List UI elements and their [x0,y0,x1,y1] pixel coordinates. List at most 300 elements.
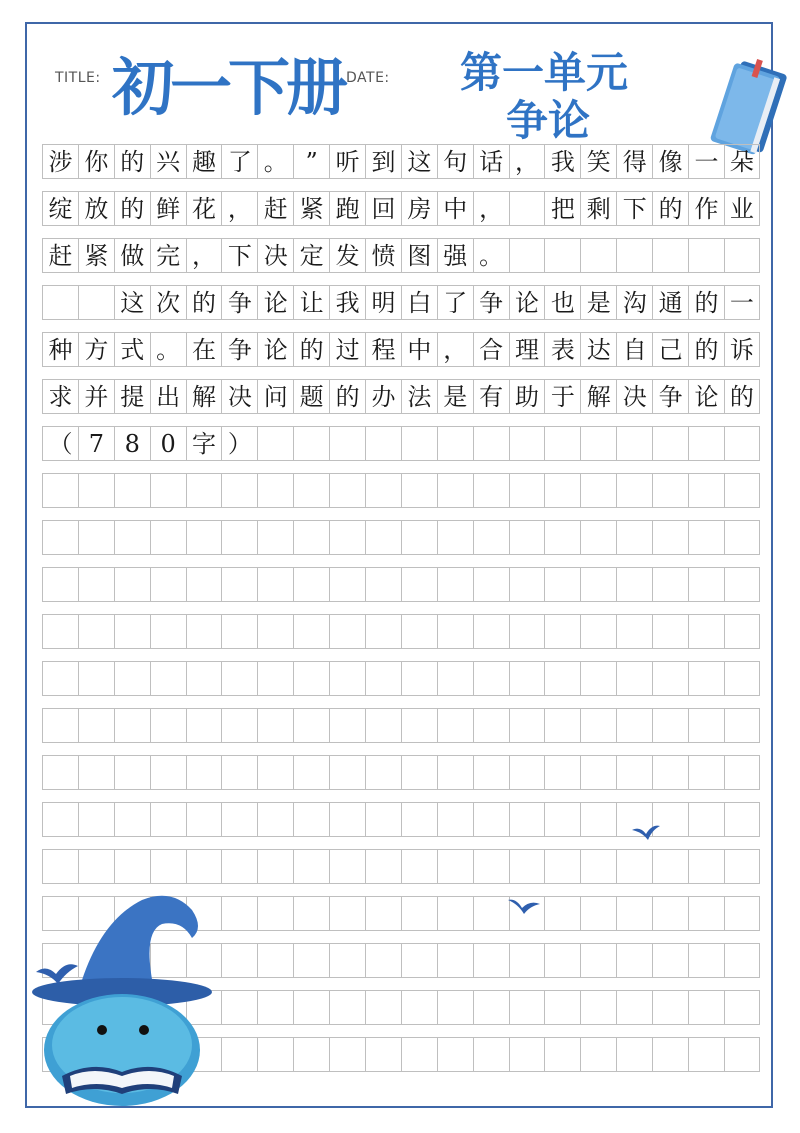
grid-cell: 的 [114,145,150,178]
grid-cell [688,662,724,695]
grid-cell [221,897,257,930]
grid-cell [329,897,365,930]
grid-row [42,191,760,226]
grid-cell [293,991,329,1024]
grid-cell [544,991,580,1024]
grid-cell [652,521,688,554]
grid-cell [688,709,724,742]
grid-cell: 下 [221,239,257,272]
grid-cell [114,756,150,789]
grid-cell [544,944,580,977]
grid-cell [616,615,652,648]
grid-cell [616,944,652,977]
grid-cell [688,474,724,507]
grid-cell [652,615,688,648]
unit-heading: 第一单元 [460,48,629,97]
grid-cell: 把 [544,192,580,225]
grid-cell: 合 [473,333,509,366]
grid-cell [580,474,616,507]
grid-cell [544,662,580,695]
grid-cell [724,1038,760,1071]
grid-cell [688,897,724,930]
grid-row [42,614,760,649]
grid-cell [473,850,509,883]
grid-cell [401,1038,437,1071]
grid-cell [257,991,293,1024]
grid-cell: 自 [616,333,652,366]
grid-cell [580,709,616,742]
grid-row [42,708,760,743]
grid-cell [293,850,329,883]
grid-cell: 并 [78,380,114,413]
grid-cell [293,803,329,836]
grid-cell [437,474,473,507]
grid-cell [544,756,580,789]
grid-cell [616,1038,652,1071]
grid-cell [365,1038,401,1071]
grid-cell: 趣 [186,145,222,178]
grid-cell: ， [473,192,509,225]
grid-cell: 一 [688,145,724,178]
grid-cell [580,615,616,648]
grid-cell [329,615,365,648]
grid-cell: 回 [365,192,401,225]
grid-cell [652,568,688,601]
grid-cell [257,662,293,695]
grid-cell [437,850,473,883]
grid-cell [221,850,257,883]
grid-cell [401,521,437,554]
grid-cell [724,756,760,789]
grid-cell [221,615,257,648]
grid-row [42,144,760,179]
grid-cell [580,850,616,883]
grid-cell: 图 [401,239,437,272]
grid-cell [473,709,509,742]
grid-cell [293,1038,329,1071]
date-label: DATE: [346,70,390,86]
grid-cell [186,709,222,742]
grid-cell [473,803,509,836]
grid-cell [42,709,78,742]
grid-cell: 定 [293,239,329,272]
grid-cell [365,944,401,977]
grid-cell [652,709,688,742]
grid-cell [78,521,114,554]
grid-cell [401,803,437,836]
grid-cell: 决 [221,380,257,413]
grid-cell: 下 [616,192,652,225]
grid-cell [114,615,150,648]
grid-cell: 助 [509,380,545,413]
topic-heading: 争论 [506,96,591,145]
grid-cell: 解 [580,380,616,413]
grid-cell [652,1038,688,1071]
grid-cell [616,427,652,460]
grid-cell: 。 [150,333,186,366]
grid-cell: 绽 [42,192,78,225]
grid-cell [509,756,545,789]
grid-cell [473,521,509,554]
grid-cell: 解 [186,380,222,413]
grid-cell [616,239,652,272]
grid-cell [150,662,186,695]
grid-cell [509,850,545,883]
grid-cell [437,897,473,930]
grid-cell: 的 [329,380,365,413]
grid-cell [724,662,760,695]
grid-cell: 7 [78,427,114,460]
grid-cell [544,427,580,460]
grid-cell [293,568,329,601]
grid-cell [580,239,616,272]
grid-cell [724,521,760,554]
grid-cell: 涉 [42,145,78,178]
grid-cell: 式 [114,333,150,366]
grid-cell [688,944,724,977]
grid-cell [150,803,186,836]
grid-cell [509,192,545,225]
grid-cell [437,991,473,1024]
grid-cell [401,850,437,883]
grid-cell [365,850,401,883]
grid-cell [724,850,760,883]
grid-cell: 让 [293,286,329,319]
grid-cell: 的 [114,192,150,225]
grid-cell [150,709,186,742]
grid-cell [544,709,580,742]
grid-cell [329,568,365,601]
grid-row [42,520,760,555]
grid-cell [329,709,365,742]
grid-cell [221,709,257,742]
grid-cell [42,615,78,648]
grid-cell [114,568,150,601]
grid-cell [473,662,509,695]
grid-cell [724,944,760,977]
grid-cell [257,756,293,789]
bird-icon [630,822,662,844]
grid-cell [365,709,401,742]
grid-cell: 明 [365,286,401,319]
grid-cell: 鲜 [150,192,186,225]
grid-cell [724,709,760,742]
grid-cell: 的 [688,333,724,366]
grid-cell: 像 [652,145,688,178]
grid-row [42,755,760,790]
grid-cell: ” [293,145,329,178]
grid-cell [544,850,580,883]
grid-cell [616,521,652,554]
grid-cell [365,991,401,1024]
grid-cell: 发 [329,239,365,272]
grid-cell [724,427,760,460]
grid-cell: 论 [257,286,293,319]
grid-cell [293,709,329,742]
grid-cell [652,756,688,789]
grid-cell [473,1038,509,1071]
grid-cell [329,427,365,460]
grid-cell [150,615,186,648]
grid-cell [365,803,401,836]
grid-cell [509,662,545,695]
grid-cell: 己 [652,333,688,366]
grid-cell: 中 [437,192,473,225]
grid-cell: 放 [78,192,114,225]
grid-cell [401,991,437,1024]
grid-cell [688,521,724,554]
grid-cell: 争 [221,286,257,319]
grid-cell: 理 [509,333,545,366]
grid-cell [616,991,652,1024]
grid-cell: 中 [401,333,437,366]
grid-cell [365,756,401,789]
grid-cell [114,521,150,554]
grid-cell: 强 [437,239,473,272]
grid-cell: 的 [652,192,688,225]
grid-cell [186,803,222,836]
grid-cell: 诉 [724,333,760,366]
grid-cell [401,944,437,977]
grid-cell [293,662,329,695]
grid-cell [221,474,257,507]
grid-cell: ， [509,145,545,178]
grid-cell [114,662,150,695]
grid-cell [150,850,186,883]
title-label: TITLE: [55,70,101,86]
grid-cell [221,803,257,836]
grid-cell [509,474,545,507]
grid-cell [150,474,186,507]
grid-cell [688,803,724,836]
grid-cell: 法 [401,380,437,413]
grid-cell [42,521,78,554]
grid-cell [257,850,293,883]
grid-cell: 通 [652,286,688,319]
grid-cell [257,803,293,836]
grid-cell [186,850,222,883]
grid-cell: 一 [724,286,760,319]
grid-cell [688,615,724,648]
grid-cell [257,521,293,554]
grid-cell [724,474,760,507]
grid-cell: 是 [580,286,616,319]
grid-cell [724,615,760,648]
bird-icon [506,894,542,918]
grid-cell [257,568,293,601]
grid-cell [580,568,616,601]
grid-cell [257,709,293,742]
grid-cell [365,662,401,695]
grid-cell [509,615,545,648]
grid-cell: 提 [114,380,150,413]
grid-cell: 争 [221,333,257,366]
grid-cell [42,850,78,883]
grid-cell [329,850,365,883]
grid-cell [544,615,580,648]
grid-cell [544,474,580,507]
grid-cell [509,803,545,836]
grid-cell: 达 [580,333,616,366]
grid-cell [580,991,616,1024]
grid-cell [688,756,724,789]
grid-cell [616,662,652,695]
grid-cell [652,662,688,695]
grid-cell: 句 [437,145,473,178]
grid-cell [329,756,365,789]
grid-cell [114,850,150,883]
grid-cell [329,521,365,554]
grid-cell [221,756,257,789]
grid-cell [365,897,401,930]
grid-cell [688,1038,724,1071]
grid-cell: 这 [401,145,437,178]
grid-cell [293,944,329,977]
grid-row [42,285,760,320]
grid-cell [257,944,293,977]
grid-cell: 字 [186,427,222,460]
grid-cell [652,991,688,1024]
grid-cell [150,568,186,601]
grid-cell: 0 [150,427,186,460]
grid-cell [437,1038,473,1071]
grid-cell [257,897,293,930]
grid-cell [293,427,329,460]
title-value: 初一下册 [112,51,345,124]
grid-cell: 问 [257,380,293,413]
grid-row [42,849,760,884]
grid-cell [652,239,688,272]
grid-cell [580,756,616,789]
grid-cell [329,1038,365,1071]
grid-cell: 种 [42,333,78,366]
grid-row [42,238,760,273]
grid-cell [652,897,688,930]
grid-cell [78,615,114,648]
grid-cell: 愤 [365,239,401,272]
grid-cell [616,897,652,930]
grid-cell [544,521,580,554]
grid-cell [221,521,257,554]
grid-row [42,567,760,602]
grid-cell [186,568,222,601]
grid-cell: 白 [401,286,437,319]
grid-cell [329,991,365,1024]
grid-cell [473,991,509,1024]
grid-cell: 是 [437,380,473,413]
grid-cell [186,615,222,648]
grid-cell [78,474,114,507]
grid-cell: 争 [652,380,688,413]
grid-cell [329,662,365,695]
grid-cell [544,239,580,272]
grid-cell [78,709,114,742]
grid-cell [580,521,616,554]
grid-cell [42,286,78,319]
grid-cell: 朵 [724,145,760,178]
grid-cell [724,803,760,836]
grid-cell [186,474,222,507]
grid-cell: 了 [221,145,257,178]
grid-cell [221,1038,257,1071]
grid-cell: 紧 [78,239,114,272]
grid-cell [186,662,222,695]
grid-cell: 跑 [329,192,365,225]
grid-row [42,332,760,367]
grid-cell [616,850,652,883]
grid-cell [365,521,401,554]
grid-row [42,426,760,461]
grid-cell [652,427,688,460]
grid-cell: 论 [509,286,545,319]
grid-cell: 花 [186,192,222,225]
grid-cell: 做 [114,239,150,272]
grid-cell [42,756,78,789]
grid-cell: 论 [257,333,293,366]
grid-cell: 到 [365,145,401,178]
grid-cell: 题 [293,380,329,413]
grid-cell [616,756,652,789]
grid-cell [257,474,293,507]
grid-cell [42,803,78,836]
grid-cell [221,662,257,695]
grid-cell: 争 [473,286,509,319]
grid-cell: 得 [616,145,652,178]
grid-cell: 于 [544,380,580,413]
grid-cell [42,474,78,507]
grid-cell [616,568,652,601]
grid-cell: ， [437,333,473,366]
grid-cell [329,944,365,977]
grid-cell [186,521,222,554]
grid-cell [437,427,473,460]
grid-cell [688,991,724,1024]
grid-cell [293,756,329,789]
grid-cell [293,474,329,507]
grid-cell [401,568,437,601]
grid-cell [365,615,401,648]
grid-cell: 办 [365,380,401,413]
grid-cell [688,568,724,601]
grid-cell: 过 [329,333,365,366]
grid-row [42,379,760,414]
grid-cell [401,709,437,742]
grid-cell [329,803,365,836]
grid-cell: ， [221,192,257,225]
grid-cell [473,568,509,601]
grid-cell: 笑 [580,145,616,178]
grid-cell: 求 [42,380,78,413]
grid-cell: 赶 [257,192,293,225]
grid-cell [114,709,150,742]
grid-cell [401,615,437,648]
grid-cell: 赶 [42,239,78,272]
grid-cell [78,662,114,695]
grid-cell: 也 [544,286,580,319]
grid-cell: 作 [688,192,724,225]
grid-cell [724,568,760,601]
grid-cell [186,756,222,789]
grid-cell [150,521,186,554]
grid-cell [365,427,401,460]
grid-cell: （ [42,427,78,460]
grid-cell: 程 [365,333,401,366]
grid-cell [688,239,724,272]
grid-cell [437,944,473,977]
grid-row [42,473,760,508]
grid-cell: 我 [544,145,580,178]
grid-cell: 次 [150,286,186,319]
